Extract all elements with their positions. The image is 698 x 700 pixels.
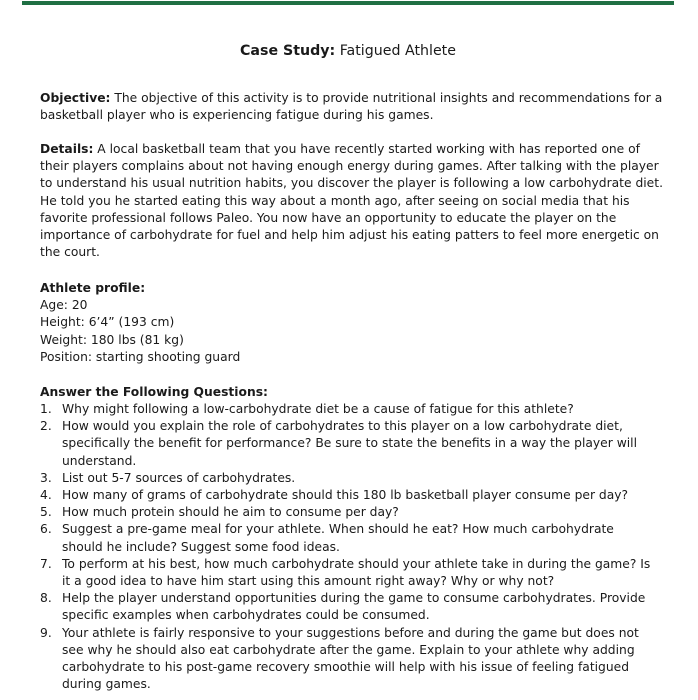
athlete-profile	[40, 280, 640, 366]
question-line: should he include? Suggest some food ideas.	[62, 539, 340, 554]
objective-line-2: basketball player who is experiencing fatigue during his games.	[40, 108, 434, 123]
question-number: 6.	[40, 522, 52, 537]
athlete-profile-heading: Athlete profile:	[40, 281, 146, 295]
details-line-5: favorite professional follows Paleo. You now have an opportunity to educate the player on the	[40, 210, 617, 225]
question-line: Why might following a low-carbohydrate diet be a cause of fatigue for this athlete?	[62, 402, 574, 416]
question-number: 2.	[40, 419, 52, 434]
objective-line-1	[40, 90, 663, 107]
question-number: 8.	[40, 591, 52, 606]
objective-label: Objective:	[40, 91, 111, 105]
question-line: specific examples when carbohydrates could be consumed.	[62, 608, 430, 623]
title-bold: Case Study:	[240, 43, 336, 59]
header-rule	[22, 1, 674, 5]
question-number: 7.	[40, 556, 52, 571]
details-paragraph	[40, 141, 663, 261]
question-line: carbohydrate to his post-game recovery smoothie will help with his issue of feeling fatigued	[62, 660, 630, 675]
question-line: Suggest a pre-game meal for your athlete. When should he eat? How much carbohydrate	[62, 522, 614, 537]
details-line-6: importance of carbohydrate for fuel and help him adjust his eating patters to feel more energetic on	[40, 228, 659, 243]
question-line: during games.	[62, 677, 151, 692]
question-item-5	[40, 504, 640, 521]
details-label: Details:	[40, 142, 94, 156]
athlete-weight: Weight: 180 lbs (81 kg)	[40, 332, 184, 347]
question-line: How many of grams of carbohydrate should this 180 lb basketball player consume per day?	[62, 488, 629, 503]
question-item-1	[40, 401, 640, 418]
question-item-4	[40, 487, 640, 504]
question-line: it a good idea to have him start using this amount right away? Why or why not?	[62, 574, 555, 589]
question-item-9	[40, 625, 640, 694]
title-rest: Fatigued Athlete	[335, 43, 456, 59]
question-item-2	[40, 418, 640, 470]
question-item-3	[40, 470, 640, 487]
question-number: 5.	[40, 505, 52, 520]
questions-list	[40, 401, 651, 693]
question-number: 4.	[40, 488, 52, 503]
athlete-height: Height: 6’4” (193 cm)	[40, 315, 175, 330]
page-title	[40, 42, 656, 60]
question-item-7	[40, 556, 651, 590]
question-line: How would you explain the role of carbohydrates to this player on a low carbohydrate diet,	[62, 419, 623, 434]
details-line-1	[40, 141, 640, 158]
objective-paragraph	[40, 90, 663, 124]
questions-heading: Answer the Following Questions:	[40, 385, 268, 399]
athlete-age: Age: 20	[40, 298, 88, 313]
question-line: List out 5-7 sources of carbohydrates.	[62, 470, 296, 485]
question-item-8	[40, 590, 646, 624]
details-line-4: He told you he started eating this way about a month ago, after seeing on social media that his	[40, 193, 630, 208]
question-line: understand.	[62, 453, 137, 468]
details-line-3: to understand his usual nutrition habits, you discover the player is following a low carbohydrate diet.	[40, 176, 663, 191]
details-line-2: their players complains about not having enough energy during games. After talking with the player	[40, 159, 659, 174]
question-line: To perform at his best, how much carbohydrate should your athlete take in during the game? Is	[62, 556, 651, 571]
question-number: 1.	[40, 402, 52, 416]
question-item-6	[40, 521, 640, 555]
question-line: specifically the benefit for performance? Be sure to state the benefits in a way the player will	[62, 436, 638, 451]
question-line: How much protein should he aim to consume per day?	[62, 505, 399, 520]
details-line-7: the court.	[40, 245, 100, 260]
question-number: 3.	[40, 470, 52, 485]
question-line: Help the player understand opportunities during the game to consume carbohydrates. Provide	[62, 591, 646, 606]
question-number: 9.	[40, 625, 52, 640]
question-line: Your athlete is fairly responsive to your suggestions before and during the game but does not	[62, 625, 639, 640]
athlete-position: Position: starting shooting guard	[40, 349, 241, 364]
details-text-1: A local basketball team that you have recently started working with has reported one of	[93, 142, 640, 156]
question-line: see why he should also eat carbohydrate after the game. Explain to your athlete why adding	[62, 642, 635, 657]
objective-text-1: The objective of this activity is to provide nutritional insights and recommendations for a	[110, 91, 663, 105]
